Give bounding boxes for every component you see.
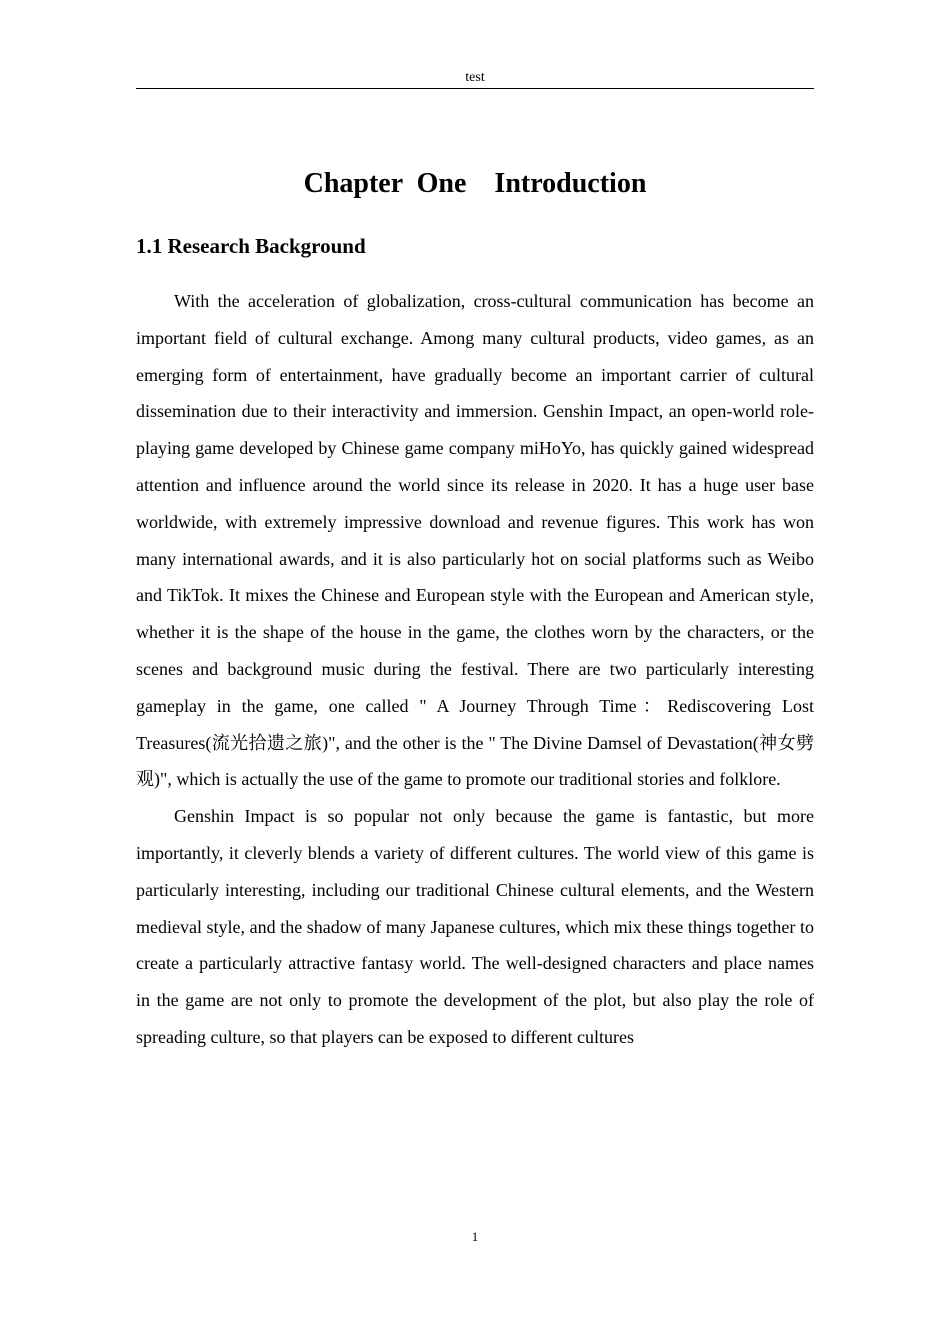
paragraph-1: With the acceleration of globalization, cross-cultural communication has become an important field of cultural exchange. Among many cultural products, video games, as an emerging form of entertainment, have gradually become an important carrier of cultural dissemination due to their interactivity and immersion. Genshin Impact, an open-world role-playing game developed by Chinese game company miHoYo, has quickly gained widespread attention and influence around the world since its release in 2020. It has a huge user base worldwide, with extremely impressive download and revenue figures. This work has won many international awards, and it is also particularly hot on social platforms such as Weibo and TikTok. It mixes the Chinese and European style with the European and American style, whether it is the shape of the house in the game, the clothes worn by the characters, or the scenes and background music during the festival. There are two particularly interesting gameplay in the game, one called " A Journey Through Time：Rediscovering Lost Treasures(流光拾遗之旅)", and the other is the " The Divine Damsel of Devastation(神女劈观)", which is actually the use of the game to promote our traditional stories and folklore. xyxy=(136,291,814,790)
page-number: 1 xyxy=(471,1229,479,1244)
paragraph-2: Genshin Impact is so popular not only because the game is fantastic, but more importantly, it cleverly blends a variety of different cultures. The world view of this game is particularly interesting, including our traditional Chinese cultural elements, and the Western medieval style, and the shadow of many Japanese cultures, which mix these things together to create a particularly attractive fantasy world. The well-designed characters and place names in the game are not only to promote the development of the plot, but also play the role of spreading culture, so that players can be exposed to different cultures xyxy=(136,806,814,1047)
section-heading: 1.1 Research Background xyxy=(136,234,366,258)
chapter-title: Chapter One Introduction xyxy=(303,168,647,199)
header-divider xyxy=(136,88,814,89)
body-text xyxy=(136,283,814,1056)
running-header: test xyxy=(465,70,485,85)
